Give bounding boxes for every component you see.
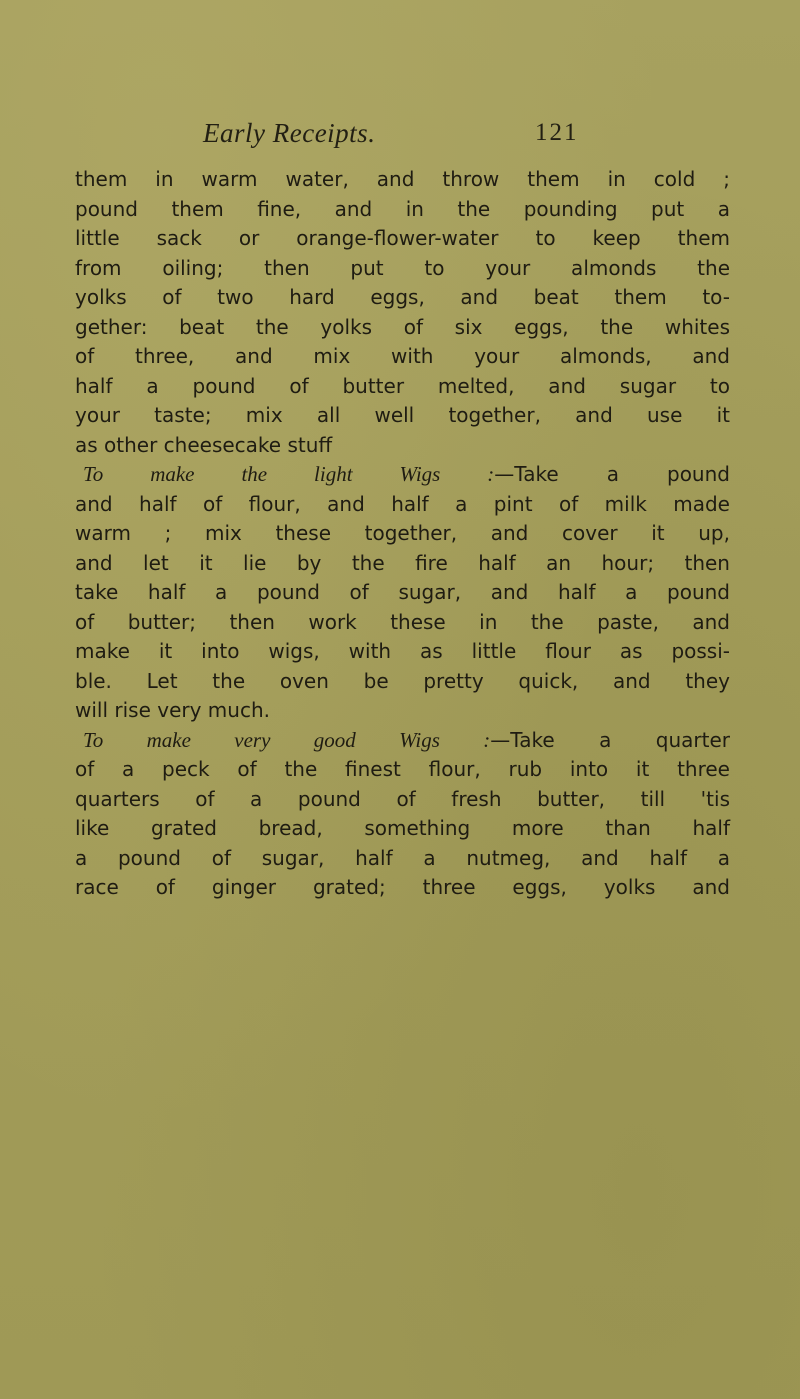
text-line: of three, and mix with your almonds, and xyxy=(75,344,730,368)
text-line: warm ; mix these together, and cover it up, xyxy=(75,521,730,545)
text-line: will rise very much. xyxy=(75,698,270,722)
text-line: and let it lie by the fire half an hour; then xyxy=(75,550,730,575)
page-number: 121 xyxy=(535,119,579,146)
text-line: make it into wigs, with as little flour as possi- xyxy=(75,639,730,663)
text-line: yolks of two hard eggs, and beat them to- xyxy=(75,285,730,309)
text-line: half a pound of butter melted, and sugar to xyxy=(75,373,730,398)
text-line: little sack or orange-flower-water to keep them xyxy=(75,226,730,250)
recipe-heading-line xyxy=(75,726,730,756)
recipe-lead-text: —Take a pound xyxy=(494,462,730,486)
text-line: as other cheesecake stuff xyxy=(75,432,333,457)
running-head xyxy=(0,118,800,154)
text-line: your taste; mix all well together, and use it xyxy=(75,403,730,427)
text-line: race of ginger grated; three eggs, yolks and xyxy=(75,875,730,899)
text-line: from oiling; then put to your almonds the xyxy=(75,255,730,280)
text-line: and half of flour, and half a pint of milk made xyxy=(75,491,730,516)
text-line: of a peck of the finest flour, rub into it three xyxy=(75,757,730,781)
text-line: of butter; then work these in the paste, and xyxy=(75,609,730,634)
recipe-lead-text: —Take a quarter xyxy=(490,727,731,752)
recipe-title-light-wigs: To make the light Wigs : xyxy=(83,462,495,486)
running-title: Early Receipts. xyxy=(203,118,376,148)
body-text xyxy=(75,165,730,903)
text-line: them in warm water, and throw them in cold ; xyxy=(75,167,730,191)
recipe-heading-line xyxy=(75,460,730,490)
text-line: gether: beat the yolks of six eggs, the whites xyxy=(75,314,730,339)
text-line: ble. Let the oven be pretty quick, and they xyxy=(75,668,730,693)
text-line: take half a pound of sugar, and half a pound xyxy=(75,580,730,604)
text-line: like grated bread, something more than half xyxy=(75,816,730,840)
text-line: quarters of a pound of fresh butter, till 'tis xyxy=(75,786,730,811)
recipe-title-good-wigs: To make very good Wigs : xyxy=(83,727,491,752)
text-line: a pound of sugar, half a nutmeg, and half a xyxy=(75,845,730,870)
text-line: pound them fine, and in the pounding put a xyxy=(75,196,730,221)
